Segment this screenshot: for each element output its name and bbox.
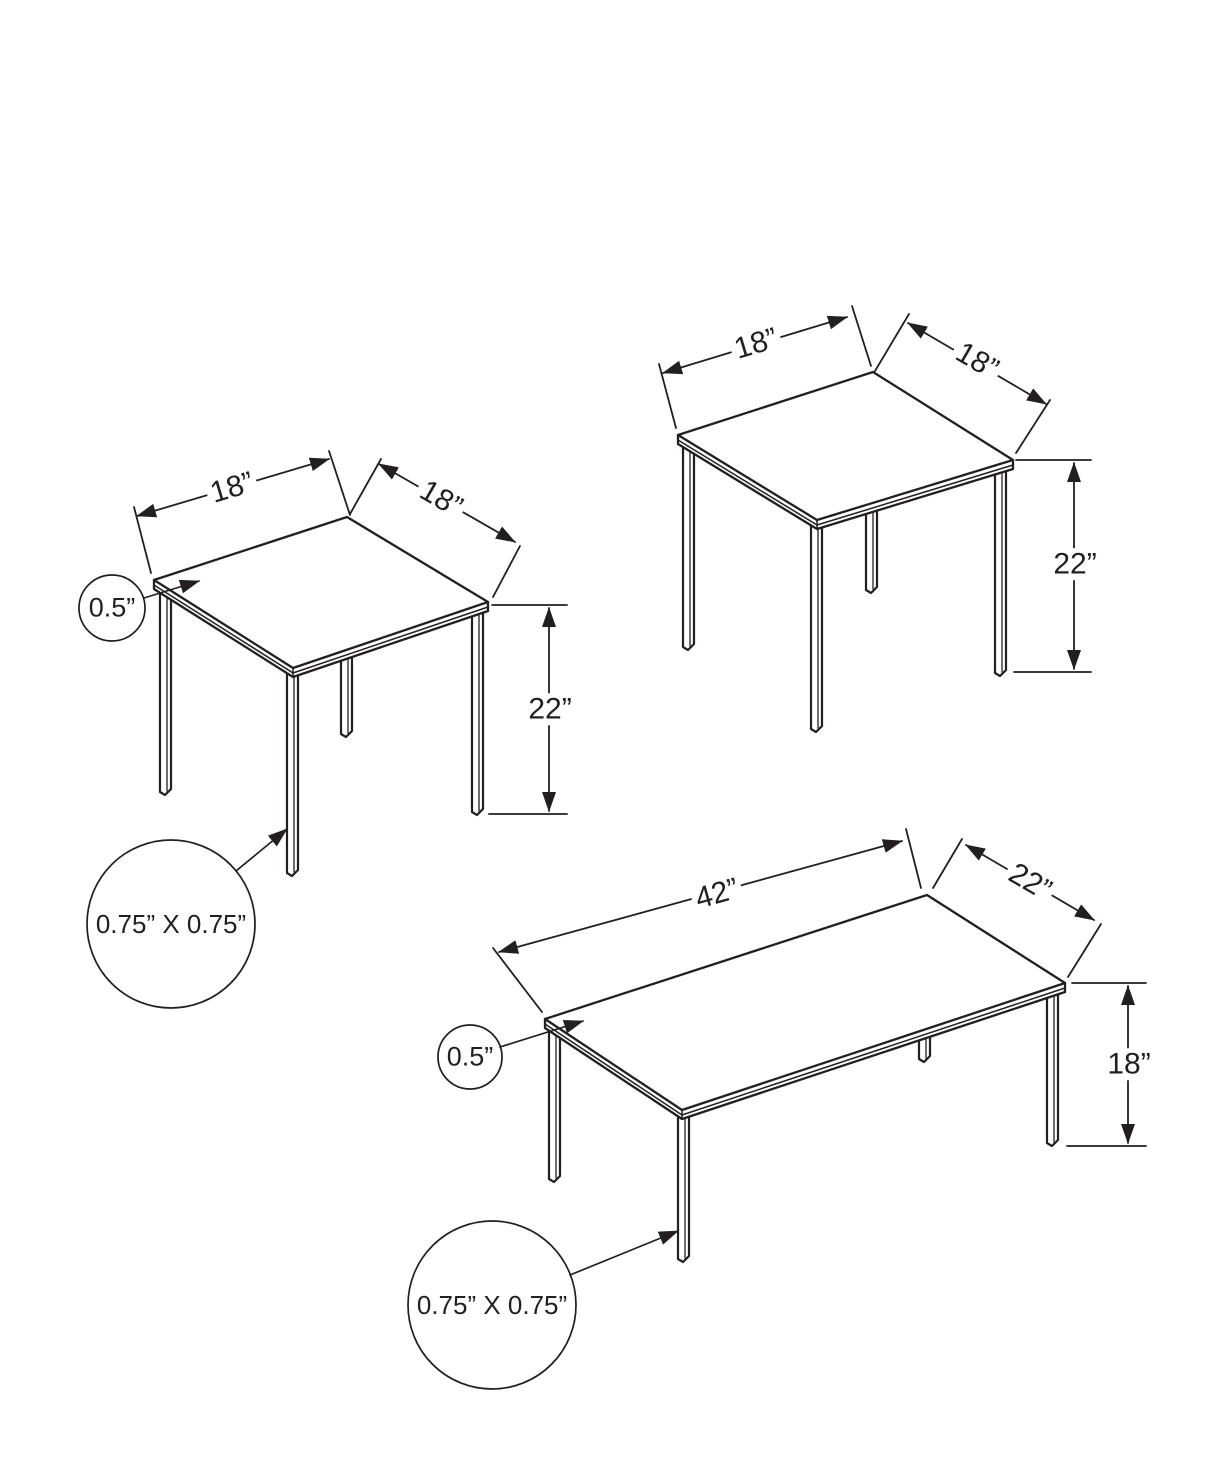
end-table-left-height-label: 22” bbox=[524, 693, 575, 725]
table-leg bbox=[160, 582, 171, 795]
end-table-right-width-label: 18” bbox=[727, 322, 785, 367]
tabletop bbox=[678, 372, 1013, 529]
table-leg bbox=[472, 602, 483, 815]
end-table-right-depth-label: 18” bbox=[947, 335, 1007, 388]
end-table-left-leg-size-label: 0.75” X 0.75” bbox=[95, 909, 247, 939]
coffee-table-depth-label: 22” bbox=[1000, 856, 1060, 909]
extension-line bbox=[1068, 924, 1101, 977]
extension-line bbox=[493, 546, 520, 597]
table-leg bbox=[678, 1112, 689, 1262]
extension-line bbox=[875, 314, 909, 371]
coffee-table-thickness-label: 0.5” bbox=[446, 1041, 494, 1072]
extension-line bbox=[659, 364, 676, 428]
table-leg bbox=[811, 522, 822, 732]
tabletop bbox=[154, 517, 488, 677]
end-table-left-width-label: 18” bbox=[203, 466, 261, 511]
leader-line bbox=[236, 829, 287, 871]
end-table-left-top bbox=[154, 517, 488, 677]
coffee-table-top bbox=[545, 895, 1065, 1119]
leader-line bbox=[570, 1231, 678, 1275]
table-leg bbox=[549, 1021, 560, 1182]
tabletop bbox=[545, 895, 1065, 1119]
coffee-table-length-label: 42” bbox=[688, 872, 746, 916]
end-table-right-drawing bbox=[659, 306, 1091, 732]
end-table-left-depth-label: 18” bbox=[411, 473, 471, 526]
end-table-right-top bbox=[678, 372, 1013, 529]
table-leg bbox=[995, 462, 1006, 676]
coffee-table-leg-size-label: 0.75” X 0.75” bbox=[416, 1290, 568, 1320]
extension-line bbox=[350, 459, 381, 514]
table-leg bbox=[683, 437, 694, 650]
extension-line bbox=[852, 306, 871, 366]
table-leg bbox=[1047, 985, 1058, 1146]
extension-line bbox=[134, 507, 151, 573]
coffee-table-height-label: 18” bbox=[1103, 1048, 1154, 1080]
end-table-right-height-label: 22” bbox=[1049, 548, 1100, 580]
end-table-left-thickness-label: 0.5” bbox=[88, 592, 136, 623]
extension-line bbox=[1016, 400, 1050, 453]
extension-line bbox=[493, 948, 542, 1012]
extension-line bbox=[329, 451, 350, 515]
extension-line bbox=[906, 829, 921, 888]
table-leg bbox=[287, 668, 298, 876]
extension-line bbox=[933, 839, 962, 888]
